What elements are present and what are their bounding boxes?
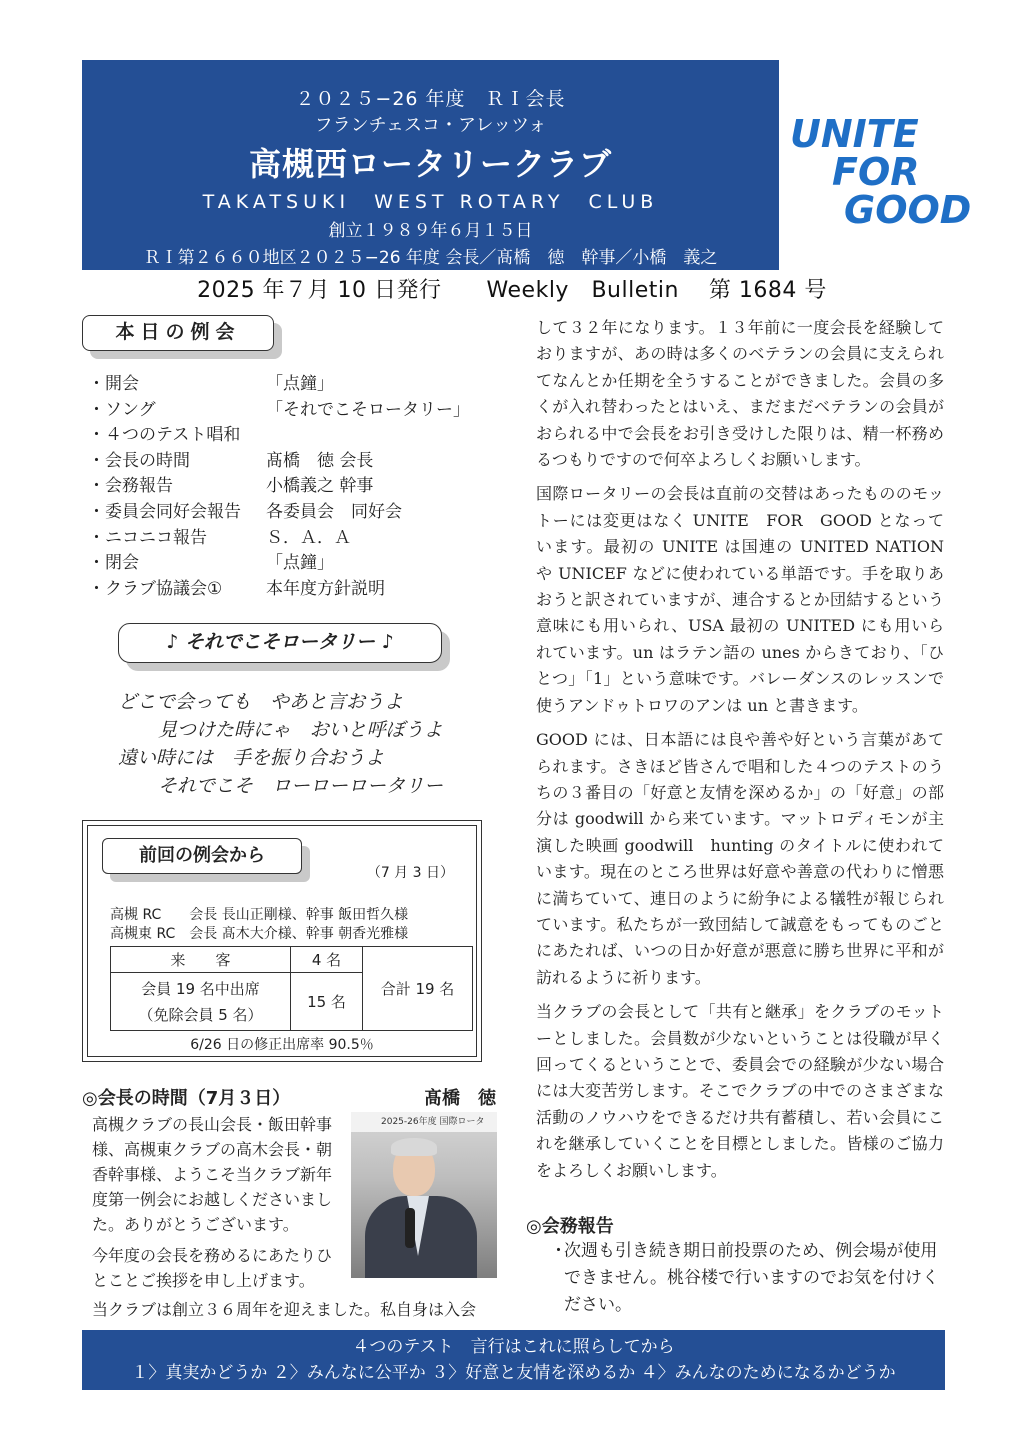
founded-date: 創立１９８９年６月１５日 (328, 221, 533, 241)
previous-meeting-heading: 前回の例会から (102, 838, 302, 874)
lyric-line: 遠い時には 手を振り合おうよ (118, 747, 385, 769)
meeting-program (88, 372, 498, 602)
program-row (88, 526, 498, 552)
program-value: 小橋義之 幹事 (266, 476, 374, 497)
president-paragraph: 今年度の会長を務めるにあたりひとことご挨拶を申し上げます。 (92, 1246, 333, 1290)
masthead (82, 60, 779, 270)
unite-for-good-logo (790, 112, 972, 232)
logo-word-for: FOR (832, 150, 920, 194)
speech-paragraph: 国際ロータリーの会長は直前の交替はあったもののモットーには変更はなく UNITE FOR GOOD となっています。最初の UNITE は国連の UNITED NATION や UNICEF などに使われている単語です。手を取りあおうと訳されていますが、連合するとか団結するという意味にも用いられ、USA 最初の UNITED にも用いられています。un はラテン語の unes からきており、「ひとつ」「1」という意味です。バレーダンスのレッスンで使うアンドゥトロワのアンは un と書きます。 (536, 484, 944, 715)
program-row (88, 577, 498, 603)
program-label: ・閉会 (88, 553, 139, 574)
program-label: ・４つのテスト唱和 (88, 425, 241, 446)
previous-meeting-date: （7 月 3 日） (366, 865, 454, 881)
program-value: 「点鐘」 (266, 553, 334, 574)
four-way-test-footer (82, 1330, 945, 1390)
program-label: ・開会 (88, 374, 139, 394)
program-row (88, 449, 498, 475)
four-way-test-title: ４つのテスト 言行はこれに照らしてから (352, 1337, 675, 1357)
club-affairs-heading: ◎会務報告 (526, 1216, 614, 1237)
visitors-value: 4 名 (291, 947, 363, 973)
program-row (88, 372, 498, 398)
president-time-heading (82, 1084, 496, 1110)
logo-word-good: GOOD (844, 188, 972, 232)
today-meeting-heading: 本日の例会 (82, 315, 274, 351)
four-way-test-items: １〉真実かどうか ２〉みんなに公平か ３〉好意と友情を深めるか ４〉みんなのためになるかどうか (131, 1363, 896, 1383)
issue-line: 2025 年７月 10 日発行 Weekly Bulletin 第 1684 号 (197, 278, 827, 303)
program-value: 「それでこそロータリー」 (266, 399, 470, 420)
program-row (88, 474, 498, 500)
logo-word-unite: UNITE (790, 112, 919, 156)
program-label: ・ニコニコ報告 (88, 527, 207, 548)
guest-line: 高槻 RC 会長 長山正剛様、幹事 飯田哲久様 (110, 907, 409, 923)
previous-meeting-box (82, 820, 482, 1062)
total-attendance: 合計 19 名 (363, 947, 473, 1031)
program-row (88, 423, 498, 449)
lyric-line: 見つけた時にゃ おいと呼ぼうよ (158, 719, 443, 741)
club-name-en: TAKATSUKI WEST ROTARY CLUB (202, 191, 659, 213)
speech-paragraph: GOOD には、日本語には良や善や好という言葉があてられます。さきほど皆さんで唱和した４つのテストのうちの３番目の「好意と友情を深めるか」の「好意」の部分は goodwill から来ています。マットロディモンが主演した映画 goodwill hunting のタイトルに使われています。現在のところ世界は好意や善意の代わりに憎悪に満ちていて、連日のように紛争による犠牲が報じられています。私たちが一致団結して誠意をもってものごとにあたれば、いつの日か好意が悪意に勝ち世界に平和が訪れるように祈ります。 (536, 730, 944, 987)
program-row (88, 500, 498, 526)
attendance-table (110, 946, 473, 1031)
program-label: ・委員会同好会報告 (88, 501, 241, 522)
speech-continuation (536, 315, 944, 1192)
program-value: 髙橋 徳 会長 (266, 450, 374, 471)
bullet: ・ (550, 1241, 567, 1261)
president-name: 髙橋 徳 (424, 1088, 496, 1109)
speech-paragraph: 当クラブの会長として「共有と継承」をクラブのモットーとしました。会員数が少ないということは役職が早く回ってくるということで、委員会での経験が少ない場合には大変苦労します。そこでクラブの中でのさまざまな活動のノウハウをできるだけ共有蓄積し、若い会員にこれを継承していくことを目標としました。皆様のご協力をよろしくお願いします。 (536, 1002, 944, 1180)
program-value: 「点鐘」 (266, 374, 334, 394)
guest-line: 高槻東 RC 会長 髙木大介様、幹事 朝香光雅様 (110, 926, 409, 942)
members-attendance-label (111, 973, 291, 1031)
visitors-label: 来 客 (111, 947, 291, 973)
president-photo (351, 1112, 497, 1278)
guest-list (110, 906, 408, 944)
program-row (88, 551, 498, 577)
club-affairs-body (550, 1238, 942, 1319)
club-name: 高槻西ロータリークラブ (248, 145, 612, 183)
program-label: ・クラブ協議会① (88, 578, 223, 599)
photo-hair-shape (391, 1138, 437, 1156)
district-officers: ＲＩ第２６６０地区２０２５−26 年度 会長／髙橋 徳 幹事／小橋 義之 (143, 248, 718, 268)
president-paragraph: 当クラブは創立３６周年を迎えました。私自身は入会 (92, 1300, 477, 1319)
program-label: ・ソング (88, 399, 156, 420)
program-label: ・会務報告 (88, 476, 173, 497)
attendance-rate: 6/26 日の修正出席率 90.5％ (190, 1037, 374, 1053)
president-time-body (92, 1112, 342, 1299)
program-row (88, 398, 498, 424)
ri-president-name: フランチェスコ・アレッツォ (314, 115, 547, 136)
photo-banner: 2025-26年度 国際ロータ (351, 1112, 497, 1132)
program-value: Ｓ．Ａ．Ａ (266, 527, 351, 548)
program-value: 本年度方針説明 (266, 578, 385, 599)
president-paragraph: 高槻クラブの長山会長・飯田幹事様、高槻東クラブの高木会長・朝香幹事様、ようこそ当クラブ新年度第一例会にお越しくださいました。ありがとうございます。 (92, 1115, 333, 1234)
members-label-line1: 会員 19 名中出席 (141, 979, 260, 998)
program-label: ・会長の時間 (88, 450, 190, 471)
speech-paragraph: して３２年になります。１３年前に一度会長を経験しておりますが、あの時は多くのベテランの会員に支えられてなんとか任期を全うすることができました。会員の多くが入れ替わったとはいえ、まだまだベテランの会員がおられる中で会長をお引き受けした限りは、精一杯務めるつもりですので何卒よろしくお願いします。 (536, 318, 944, 470)
lyric-line: それでこそ ローローロータリー (158, 775, 444, 797)
microphone-icon (405, 1208, 415, 1248)
president-time-title: ◎会長の時間（7月３日） (82, 1088, 291, 1109)
lyric-line: どこで会っても やあと言おうよ (118, 691, 404, 713)
program-value: 各委員会 同好会 (266, 501, 402, 522)
club-affairs-text: 次週も引き続き期日前投票のため、例会場が使用できません。桃谷楼で行いますのでお気を付けください。 (564, 1241, 940, 1315)
ri-president-year: ２０２５−26 年度 ＲＩ会長 (295, 88, 566, 110)
song-heading: ♪ それでこそロータリー ♪ (118, 623, 442, 663)
previous-meeting-inner (87, 825, 477, 1057)
song-lyrics (118, 688, 443, 800)
members-label-line2: （免除会員 5 名） (138, 1005, 263, 1024)
members-value: 15 名 (291, 973, 363, 1031)
